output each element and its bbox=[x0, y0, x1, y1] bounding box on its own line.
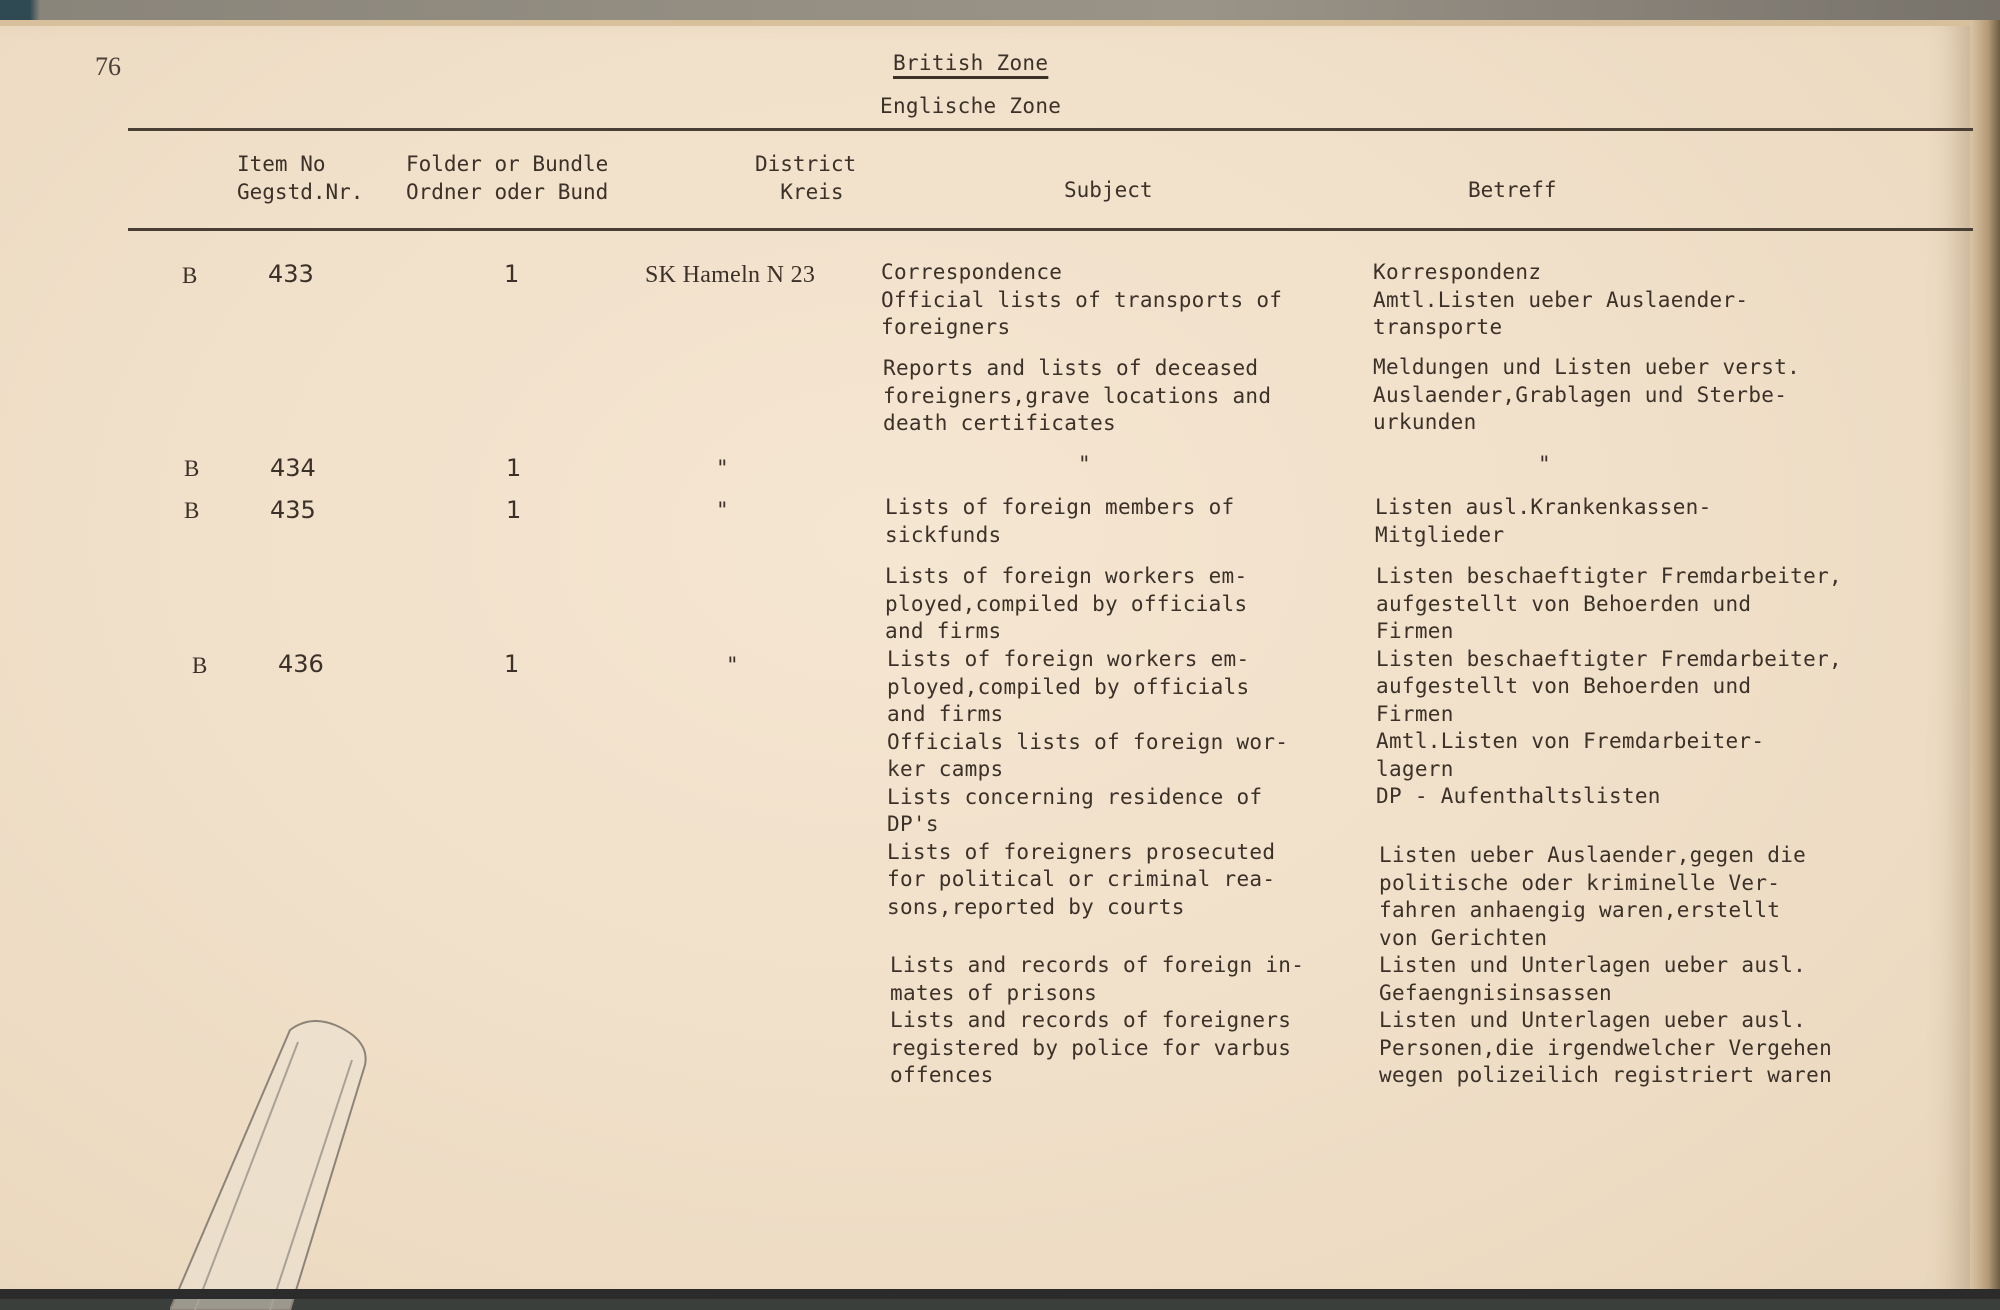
folder-count: 1 bbox=[506, 454, 522, 482]
page-edge bbox=[1970, 20, 2000, 1292]
header-top-rule bbox=[128, 128, 1973, 131]
page-number: 76 bbox=[95, 52, 121, 81]
page-title: British Zone bbox=[893, 51, 1049, 75]
row-prefix: B bbox=[192, 653, 208, 678]
betreff-entry: Meldungen und Listen ueber verst. Auslaender,Grablagen und Sterbe- urkunden bbox=[1373, 355, 1801, 434]
header-betreff: Betreff bbox=[1468, 178, 1557, 202]
district-ditto: " bbox=[726, 653, 739, 677]
betreff-ditto: " bbox=[1538, 452, 1551, 476]
row-prefix: B bbox=[184, 498, 200, 523]
subject-entry: Lists of foreign workers em- ployed,compiled by officials and firms bbox=[885, 564, 1248, 643]
subject-entry: Lists and records of foreign in- mates of prisons Lists and records of foreigners registered by police for varbus offences bbox=[890, 953, 1305, 1087]
subject-entry: Reports and lists of deceased foreigners,grave locations and death certificates bbox=[883, 356, 1272, 435]
district-ditto: " bbox=[716, 456, 729, 480]
betreff-entry: Korrespondenz Amtl.Listen ueber Auslaender- transporte bbox=[1373, 260, 1749, 339]
item-number: 435 bbox=[270, 496, 316, 524]
betreff-entry: Listen beschaeftigter Fremdarbeiter, aufgestellt von Behoerden und Firmen Listen beschaeftigter Fremdarbeiter, aufgestellt von Behoerden und Firmen Amtl.Listen von Fremdarbeiter- lagern DP - Aufenthaltslisten bbox=[1376, 564, 1842, 808]
subject-ditto: " bbox=[1078, 452, 1091, 476]
folder-count: 1 bbox=[504, 650, 520, 678]
folder-count: 1 bbox=[504, 260, 520, 288]
item-number: 434 bbox=[270, 454, 316, 482]
tweezers-icon bbox=[170, 1020, 380, 1310]
item-number: 433 bbox=[268, 260, 314, 288]
binder-edge bbox=[0, 0, 2000, 22]
item-number: 436 bbox=[278, 650, 324, 678]
page-subtitle: Englische Zone bbox=[880, 94, 1062, 118]
district: SK Hameln N 23 bbox=[645, 262, 816, 288]
binder-bottom bbox=[0, 1289, 2000, 1299]
header-district: District Kreis bbox=[755, 152, 857, 204]
row-prefix: B bbox=[184, 456, 200, 481]
district-ditto: " bbox=[716, 498, 729, 522]
folder-count: 1 bbox=[506, 496, 522, 524]
subject-entry: Correspondence Official lists of transports of foreigners bbox=[881, 260, 1283, 339]
header-subject: Subject bbox=[1064, 178, 1153, 202]
betreff-entry: Listen ueber Auslaender,gegen die politische oder kriminelle Ver- fahren anhaengig waren,erstellt von Gerichten Listen und Unterlagen ueber ausl. Gefaengnisinsassen Listen und Unterlagen ueber ausl. Personen,die irgendwelcher Vergehen wegen polizeilich registriert waren bbox=[1379, 843, 1833, 1087]
header-folder: Folder or Bundle Ordner oder Bund bbox=[406, 152, 609, 204]
subject-entry: Lists of foreign workers em- ployed,compiled by officials and firms Officials lists of foreign wor- ker camps Lists concerning residence of DP's Lists of foreigners prosecuted for political or criminal rea- sons,reported by courts bbox=[887, 647, 1289, 919]
header-bottom-rule bbox=[128, 228, 1973, 231]
betreff-entry: Listen ausl.Krankenkassen- Mitglieder bbox=[1375, 495, 1712, 547]
row-prefix: B bbox=[182, 263, 198, 288]
subject-entry: Lists of foreign members of sickfunds bbox=[885, 495, 1235, 547]
header-item-no: Item No Gegstd.Nr. bbox=[237, 152, 364, 204]
